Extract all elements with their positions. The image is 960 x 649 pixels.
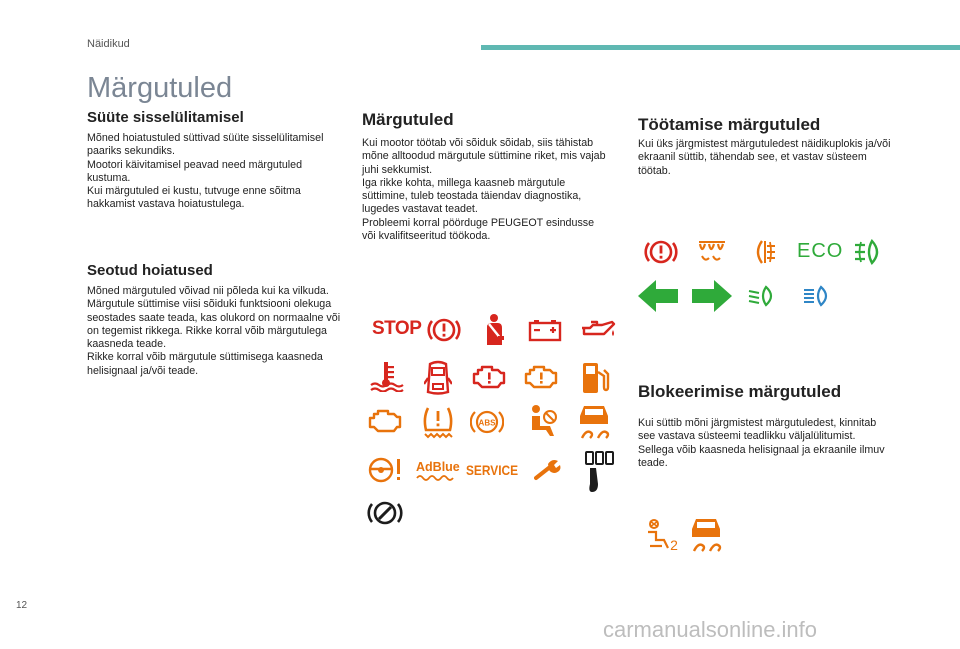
front-fog-lamp-icon: [852, 238, 884, 266]
stability-control-off-icon: [688, 515, 724, 553]
wrench-icon: [534, 458, 562, 482]
stability-control-icon: [576, 402, 612, 440]
oil-pressure-icon: [580, 320, 616, 340]
foot-on-brake-icon: [580, 450, 616, 494]
operation-lamps-heading: Töötamise märgutuled: [638, 115, 821, 134]
deactivation-lamps-text: Kui süttib mõni järgmistest märgutuledest, kinnitab see vastava süsteemi teadlikku väljalülitumist. Sellega võib kaasneda helisignaal ja ekraanile ilmuv teade.: [638, 417, 885, 469]
main-beam-icon: [801, 284, 833, 308]
section-label: Näidikud: [87, 38, 130, 50]
header-accent-bar: [481, 45, 960, 50]
brake-system-icon: [426, 315, 462, 345]
airbag-icon: [524, 404, 560, 440]
page-title: Märgutuled: [87, 72, 233, 104]
svg-text:2: 2: [670, 537, 678, 552]
battery-icon: [528, 318, 562, 342]
ignition-heading: Süüte sisselülitamisel: [87, 109, 244, 126]
deactivation-lamps-heading: Blokeerimise märgutuled: [638, 382, 842, 401]
related-text: Mõned märgutuled võivad nii põleda kui ka vilkuda. Märgutule süttimise viisi sõiduki funktsiooni olekuga seostades saate teada, kas olukord on normaalne või on tegemist rikkega. Rikke korral võib märgutulega kaasneda teade. Rikke korral võib märgutule süttimisega kaasneda helisignaal ja/või teade.: [87, 285, 341, 377]
rear-fog-lamp-icon: [752, 238, 778, 266]
ignition-text: Mõned hoiatustuled süttivad süüte sisselülitamisel paariks sekundiks. Mootori käivitamisel peavad need märgutuled kustuma. Kui märgutuled ei kustu, tutvuge enne sõitma hakkamist vastava hoiatustulega.: [87, 132, 324, 211]
power-steering-icon: [366, 455, 404, 485]
coolant-temperature-icon: [368, 360, 404, 392]
page-number: 12: [16, 600, 28, 611]
operation-lamps-text: Kui üks järgmistest märgutuledest näidikuplokis ja/või ekraanil süttib, tähendab see, et vastav süsteem töötab.: [638, 138, 891, 177]
passenger-airbag-off-icon: [644, 518, 680, 552]
parking-brake-icon: [366, 498, 404, 528]
engine-warning-icon: [524, 364, 560, 390]
abs-icon: [470, 406, 504, 438]
svg-text:ABS: ABS: [478, 418, 496, 428]
door-open-icon: [424, 360, 452, 396]
emission-system-icon: [368, 408, 404, 434]
engine-fault-icon: [472, 364, 508, 390]
service-icon: SERVICE: [466, 462, 519, 478]
warning-lamps-heading: Märgutuled: [362, 110, 454, 129]
tyre-pressure-icon: [420, 404, 456, 440]
turn-right-indicator-icon: [690, 278, 734, 314]
watermark: carmanualsonline.info: [603, 617, 818, 642]
warning-lamps-text: Kui mootor töötab või sõiduk sõidab, siis tähistab mõne alltoodud märgutule süttimine riket, mis vajab juhi sekkumist. Iga rikke kohta, millega kaasneb märgutule süttimine, tuleb teostada täiendav diagnostika, lugedes vastavat teadet. Probleemi korral pöörduge PEUGEOT esindusse või kvalifitseeritud töökoda.: [362, 137, 606, 243]
dipped-beam-icon: [746, 284, 778, 308]
brake-warning-icon: [643, 237, 679, 267]
eco-icon: ECO: [797, 240, 844, 262]
glow-plug-icon: [697, 240, 727, 264]
adblue-wave-icon: [416, 474, 456, 482]
stop-icon: STOP: [372, 318, 422, 339]
seatbelt-icon: [480, 313, 508, 347]
fuel-level-icon: [580, 360, 610, 396]
adblue-icon: AdBlue: [416, 460, 460, 474]
turn-left-indicator-icon: [636, 278, 680, 314]
related-heading: Seotud hoiatused: [87, 262, 213, 279]
